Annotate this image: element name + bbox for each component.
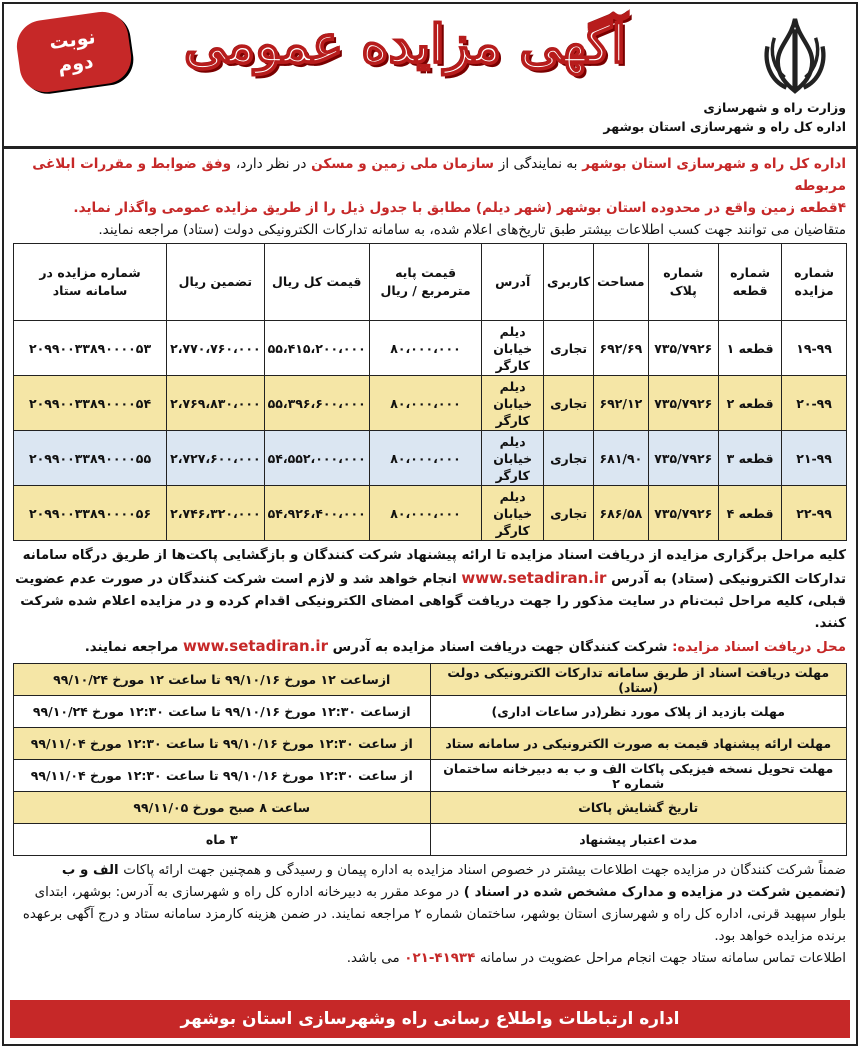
- lot-cell-plate: ۷۳۵/۷۹۲۶: [648, 431, 718, 486]
- lots-header-cell: قیمت پایه مترمربع / ریال: [369, 244, 481, 321]
- schedule-value: ساعت ۸ صبح مورخ ۹۹/۱۱/۰۵: [14, 792, 431, 824]
- schedule-row: [14, 696, 847, 728]
- lot-cell-guarantee: ۲،۷۲۷،۶۰۰،۰۰۰: [167, 431, 265, 486]
- lot-cell-address: [482, 486, 544, 541]
- ministry-name: وزارت راه و شهرسازی اداره کل راه و شهرسازی استان بوشهر: [603, 100, 846, 134]
- lots-header-cell: شماره مزایده: [782, 244, 847, 321]
- lot-cell-total-price: ۵۵،۴۱۵،۲۰۰،۰۰۰: [264, 321, 369, 376]
- address-city: دیلم: [499, 488, 526, 504]
- lots-header-cell: شماره قطعه: [719, 244, 782, 321]
- setad-link[interactable]: www.setadiran.ir: [461, 569, 607, 587]
- lot-cell-address: [482, 376, 544, 431]
- notice-title: آگهی مزایده عمومی: [184, 14, 626, 75]
- lot-cell-total-price: ۵۴،۵۵۲،۰۰۰،۰۰۰: [264, 431, 369, 486]
- schedule-label: مهلت دریافت اسناد از طریق سامانه تدارکات الکترونیکی دولت (ستاد): [430, 664, 847, 696]
- closing-text: ضمناً شرکت کنندگان در مزایده جهت اطلاعات بیشتر در خصوص اسناد مزایده به اداره پیمان و رسیدگی و همچنین جهت ارائه پاکات الف و ب (تضمین شرکت در مزایده و مدارک مشخص شده در اسناد ) در موعد مقرر به دبیرخانه اداره کل راه و شهرسازی به آدرس: بوشهر، ابتدای بلوار سپهبد قرنی، اداره کل راه و شهرسازی استان بوشهر، ساختمان شماره ۲ مراجعه نمایند. در ضمن هزینه کارمزد سامانه ستاد و درج آگهی برعهده برنده مزایده خواهد بود. اطلاعات تماس سامانه ستاد جهت انجام مراحل عضویت در سامانه ۴۱۹۳۴-۰۲۱ می باشد.: [22, 863, 846, 966]
- lot-cell-area: ۶۸۱/۹۰: [594, 431, 648, 486]
- schedule-value: از ساعت ۱۲:۳۰ مورخ ۹۹/۱۰/۱۶ تا ساعت ۱۲:۳۰ مورخ ۹۹/۱۱/۰۴: [14, 760, 431, 792]
- lot-cell-setad-no: ۲۰۹۹۰۰۳۳۸۹۰۰۰۰۵۳: [14, 321, 167, 376]
- setad-link-docs[interactable]: www.setadiran.ir: [182, 637, 328, 655]
- schedule-row: [14, 760, 847, 792]
- footer-banner: اداره ارتباطات واطلاع رسانی راه وشهرسازی استان بوشهر: [10, 1000, 850, 1038]
- lots-header-cell: کاربری: [544, 244, 594, 321]
- address-city: دیلم: [499, 433, 526, 449]
- lot-cell-base-price: ۸۰،۰۰۰،۰۰۰: [369, 486, 481, 541]
- schedule-label: مهلت ارائه پیشنهاد قیمت به صورت الکترونیکی در سامانه ستاد: [430, 728, 847, 760]
- schedule-row: [14, 792, 847, 824]
- lot-cell-auction: ۱۹-۹۹: [782, 321, 847, 376]
- schedule-row: [14, 664, 847, 696]
- lot-cell-lot: قطعه ۱: [719, 321, 782, 376]
- schedule-value: ازساعت ۱۲:۳۰ مورخ ۹۹/۱۰/۱۶ تا ساعت ۱۲:۳۰ مورخ ۹۹/۱۰/۲۴: [14, 696, 431, 728]
- lot-cell-address: [482, 431, 544, 486]
- lot-cell-guarantee: ۲،۷۴۶،۳۲۰،۰۰۰: [167, 486, 265, 541]
- address-street: خیابان کارگر: [493, 340, 533, 373]
- lot-cell-setad-no: ۲۰۹۹۰۰۳۳۸۹۰۰۰۰۵۴: [14, 376, 167, 431]
- lot-cell-total-price: ۵۴،۹۲۶،۴۰۰،۰۰۰: [264, 486, 369, 541]
- lots-header-cell: شماره مزایده در سامانه ستاد: [14, 244, 167, 321]
- lot-cell-plate: ۷۳۵/۷۹۲۶: [648, 376, 718, 431]
- lots-header-cell: تضمین ریال: [167, 244, 265, 321]
- lot-cell-lot: قطعه ۲: [719, 376, 782, 431]
- iran-emblem-icon: [752, 12, 838, 98]
- table-row: [14, 431, 847, 486]
- lot-cell-plate: ۷۳۵/۷۹۲۶: [648, 486, 718, 541]
- schedule-value: از ساعت ۱۲:۳۰ مورخ ۹۹/۱۰/۱۶ تا ساعت ۱۲:۳۰ مورخ ۹۹/۱۱/۰۴: [14, 728, 431, 760]
- process-text: کلیه مراحل برگزاری مزایده از دریافت اسناد مزایده تا ارائه پیشنهاد شرکت کنندگان و بازگشایی پاکت‌ها از طریق درگاه سامانه تدارکات الکترونیکی (ستاد) به آدرس www.setadiran.ir انجام خواهد شد و لازم است شرکت کنندگان در صورت عدم عضویت قبلی، کلیه مراحل ثبت‌نام در سایت مذکور را جهت دریافت گواهی امضای الکترونیکی اقدام کرده و در مزایده اعلام شده شرکت کنند. محل دریافت اسناد مزایده: شرکت کنندگان جهت دریافت اسناد مزایده به آدرس www.setadiran.ir مراجعه نمایند.: [15, 548, 846, 655]
- lots-header-cell: قیمت کل ریال: [264, 244, 369, 321]
- lot-cell-usage: تجاری: [544, 431, 594, 486]
- lots-header-cell: مساحت: [594, 244, 648, 321]
- address-street: خیابان کارگر: [493, 395, 533, 428]
- schedule-value: ازساعت ۱۲ مورخ ۹۹/۱۰/۱۶ تا ساعت ۱۲ مورخ ۹۹/۱۰/۲۴: [14, 664, 431, 696]
- lot-cell-usage: تجاری: [544, 321, 594, 376]
- lot-cell-total-price: ۵۵،۳۹۶،۶۰۰،۰۰۰: [264, 376, 369, 431]
- schedule-table: [13, 663, 847, 856]
- schedule-label: تاریخ گشایش پاکات: [430, 792, 847, 824]
- lot-cell-auction: ۲۲-۹۹: [782, 486, 847, 541]
- lot-cell-base-price: ۸۰،۰۰۰،۰۰۰: [369, 321, 481, 376]
- address-city: دیلم: [499, 323, 526, 339]
- schedule-label: مدت اعتبار پیشنهاد: [430, 824, 847, 856]
- lot-cell-auction: ۲۰-۹۹: [782, 376, 847, 431]
- lot-cell-lot: قطعه ۴: [719, 486, 782, 541]
- lot-cell-usage: تجاری: [544, 376, 594, 431]
- lot-cell-guarantee: ۲،۷۶۹،۸۳۰،۰۰۰: [167, 376, 265, 431]
- address-street: خیابان کارگر: [493, 450, 533, 483]
- lot-cell-lot: قطعه ۳: [719, 431, 782, 486]
- address-street: خیابان کارگر: [493, 505, 533, 538]
- lot-cell-area: ۶۸۶/۵۸: [594, 486, 648, 541]
- lots-header-cell: آدرس: [482, 244, 544, 321]
- schedule-label: مهلت تحویل نسخه فیزیکی پاکات الف و ب به دبیرخانه ساختمان شماره ۲: [430, 760, 847, 792]
- address-city: دیلم: [499, 378, 526, 394]
- lot-cell-setad-no: ۲۰۹۹۰۰۳۳۸۹۰۰۰۰۵۵: [14, 431, 167, 486]
- table-row: [14, 486, 847, 541]
- lots-header-cell: شماره پلاک: [648, 244, 718, 321]
- schedule-value: ۳ ماه: [14, 824, 431, 856]
- schedule-label: مهلت بازدید از پلاک مورد نظر(در ساعات اداری): [430, 696, 847, 728]
- lot-cell-base-price: ۸۰،۰۰۰،۰۰۰: [369, 376, 481, 431]
- lot-cell-setad-no: ۲۰۹۹۰۰۳۳۸۹۰۰۰۰۵۶: [14, 486, 167, 541]
- schedule-row: [14, 824, 847, 856]
- lot-cell-auction: ۲۱-۹۹: [782, 431, 847, 486]
- lot-cell-area: ۶۹۲/۶۹: [594, 321, 648, 376]
- table-row: [14, 321, 847, 376]
- round-badge: نوبت دوم: [14, 9, 135, 96]
- lot-cell-guarantee: ۲،۷۷۰،۷۶۰،۰۰۰: [167, 321, 265, 376]
- lot-cell-plate: ۷۳۵/۷۹۲۶: [648, 321, 718, 376]
- lot-cell-address: [482, 321, 544, 376]
- lot-cell-base-price: ۸۰،۰۰۰،۰۰۰: [369, 431, 481, 486]
- lot-cell-area: ۶۹۲/۱۲: [594, 376, 648, 431]
- table-row: [14, 376, 847, 431]
- lot-cell-usage: تجاری: [544, 486, 594, 541]
- header: [4, 4, 856, 149]
- intro-text: اداره کل راه و شهرسازی استان بوشهر به نمایندگی از سازمان ملی زمین و مسکن در نظر دارد، وفق ضوابط و مقررات ابلاغی مربوطه ۴قطعه زمین واقع در محدوده استان بوشهر (شهر دیلم) مطابق با جدول ذیل را از طریق مزایده عمومی واگذار نماید. متقاضیان می توانند جهت کسب اطلاعات بیشتر طبق تاریخ‌های اعلام شده، به سامانه تدارکات الکترونیکی دولت (ستاد) مراجعه نمایند.: [32, 156, 846, 238]
- lots-table: [13, 243, 847, 541]
- schedule-row: [14, 728, 847, 760]
- notice-page: [2, 2, 858, 1046]
